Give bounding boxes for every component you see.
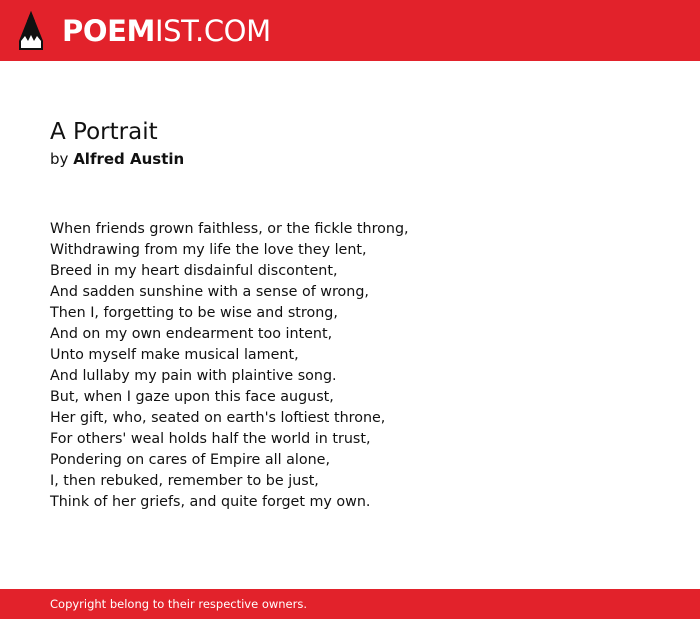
poem-line: When friends grown faithless, or the fickle throng, [50,221,409,237]
poem-line: Withdrawing from my life the love they lent, [50,242,367,258]
poem-line: Then I, forgetting to be wise and strong, [50,305,338,321]
poem-line: Pondering on cares of Empire all alone, [50,452,331,468]
poem-body [50,219,650,513]
poem-line: And on my own endearment too intent, [50,326,333,342]
poem-line: And sadden sunshine with a sense of wrong, [50,284,369,300]
poem-line: Unto myself make musical lament, [50,347,299,363]
pencil-tip-icon[interactable] [18,10,44,51]
site-footer [0,589,700,619]
copyright-notice: Copyright belong to their respective owners. [50,597,308,611]
poem-line: I, then rebuked, remember to be just, [50,473,319,489]
poem-title: A Portrait [50,119,158,145]
brand-bold-text: POEM [62,14,155,48]
poem-line: For others' weal holds half the world in trust, [50,431,371,447]
site-logo-text[interactable] [62,13,271,49]
poem-byline [50,149,184,169]
poem-line: Think of her griefs, and quite forget my own. [50,494,371,510]
brand-light-text: IST.COM [154,14,271,48]
poem-line: Breed in my heart disdainful discontent, [50,263,338,279]
poem-line: Her gift, who, seated on earth's loftiest throne, [50,410,386,426]
by-label: by [50,150,69,168]
poem-line: And lullaby my pain with plaintive song. [50,368,337,384]
poem-line: But, when I gaze upon this face august, [50,389,334,405]
site-header [0,0,700,61]
author-name: Alfred Austin [73,150,185,168]
